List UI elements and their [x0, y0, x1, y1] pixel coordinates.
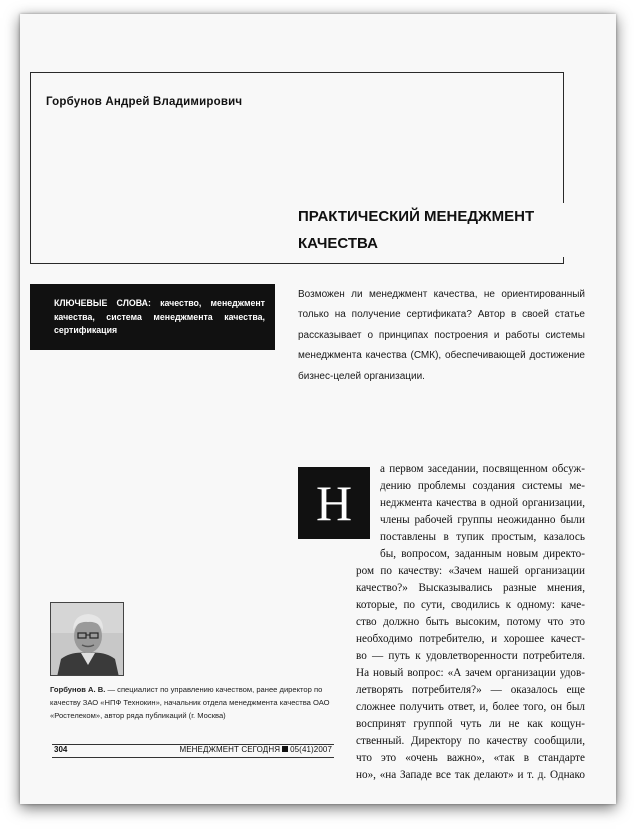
- square-bullet-icon: [282, 746, 288, 752]
- article-title-line-2: КАЧЕСТВА: [298, 235, 378, 252]
- author-photo: [50, 602, 124, 676]
- author-name: Горбунов Андрей Владимирович: [46, 96, 243, 108]
- page-footer: [52, 744, 334, 758]
- drop-cap: Н: [298, 467, 370, 539]
- bio-text: — специалист по управлению качеством, ранее директор по качеству ЗАО «НПФ Технокин», начальник отдела менеджмента качества ОАО «Ростелеком», автор ряда публикаций (г. Москва): [50, 685, 330, 720]
- body-line: что это «очень важно», «так в стандарте: [356, 752, 585, 764]
- keywords-box: КЛЮЧЕВЫЕ СЛОВА: качество, менеджмент качества, система менеджмента качества, сертификация: [30, 284, 275, 350]
- portrait-image: [51, 603, 124, 676]
- body-line: ром по качеству: «Зачем нашей организации: [356, 565, 585, 577]
- body-line: бы, вопросом, заданным новым директо-: [380, 548, 585, 560]
- bio-name: Горбунов А. В.: [50, 685, 106, 694]
- magazine-info: [179, 745, 332, 754]
- body-line: ство должно быть высоким, потому что это: [356, 616, 585, 628]
- body-line: поставлены в тупик простым, казалось: [380, 531, 585, 543]
- abstract: Возможен ли менеджмент качества, не ориентированный только на получение сертификата? Автор в своей статье рассказывает о принципах построения и работы системы менеджмента качества (СМК), обеспечивающей достижение бизнес-целей организации.: [298, 289, 585, 382]
- body-line: На новый вопрос: «А зачем организации удов-: [356, 667, 585, 679]
- body-line: члены рабочей группы неожиданно были: [380, 514, 585, 526]
- issue-number: 05(41)2007: [290, 745, 332, 754]
- body-line: воспринят группой чуть ли не как кощун-: [356, 718, 585, 730]
- body-line: но», «на Западе все так делают» и т. д. Однако: [356, 769, 585, 781]
- author-bio: [50, 683, 340, 722]
- body-line: качество?» Высказывались разные мнения,: [356, 582, 585, 594]
- magazine-name: МЕНЕДЖМЕНТ СЕГОДНЯ: [179, 745, 281, 754]
- body-line: дению проблемы создания системы ме-: [380, 480, 585, 492]
- body-line: ственный. Директору по качеству сообщили,: [356, 735, 585, 747]
- body-line: во — путь к удовлетворенности потребителя.: [356, 650, 585, 662]
- body-line: сложнее получить ответ, и, более того, он был: [356, 701, 585, 713]
- body-line: необходимо потребителю, и хорошее качест-: [356, 633, 585, 645]
- article-title: [298, 203, 576, 257]
- page-number: 304: [54, 745, 68, 754]
- article-title-line-1: ПРАКТИЧЕСКИЙ МЕНЕДЖМЕНТ: [298, 208, 535, 225]
- body-line: которые, по сути, сводились к одному: каче-: [356, 599, 585, 611]
- body-line: а первом заседании, посвященном обсуж-: [380, 463, 585, 475]
- body-line: летворять потребителя?» — оказалось еще: [356, 684, 585, 696]
- body-line: неджмента качества в одной организации,: [380, 497, 585, 509]
